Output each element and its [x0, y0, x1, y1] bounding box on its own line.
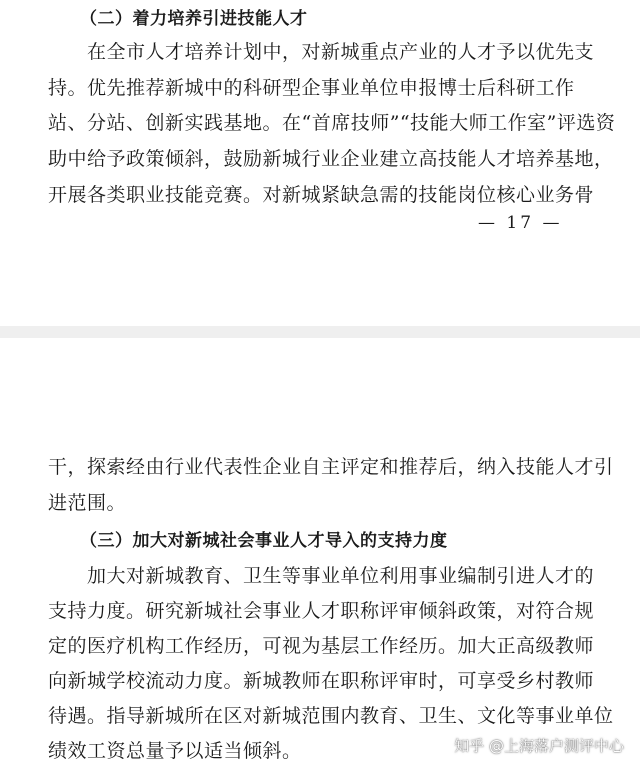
- paragraph-line: 开展各类职业技能竞赛。对新城紧缺急需的技能岗位核心业务骨: [48, 184, 595, 206]
- paragraph-line: 进范围。: [48, 492, 127, 514]
- document-page-17: [0, 0, 640, 326]
- document-page-18: [0, 338, 640, 772]
- section-heading-3: （三）加大对新城社会事业人才导入的支持力度: [80, 531, 448, 551]
- paragraph-line: 持。优先推荐新城中的科研型企事业单位申报博士后科研工作: [48, 77, 575, 99]
- paragraph-line: 待遇。指导新城所在区对新城范围内教育、卫生、文化等事业单位: [48, 705, 614, 727]
- paragraph-line: 加大对新城教育、卫生等事业单位利用事业编制引进人才的: [48, 565, 595, 587]
- paragraph-line: 助中给予政策倾斜，鼓励新城行业企业建立高技能人才培养基地，: [48, 148, 614, 170]
- page-number: — 17 —: [478, 213, 563, 233]
- paragraph-line: 在全市人才培养计划中，对新城重点产业的人才予以优先支: [48, 41, 595, 63]
- paragraph-line: 干，探索经由行业代表性企业自主评定和推荐后，纳入技能人才引: [48, 456, 614, 478]
- section-heading-2: （二）着力培养引进技能人才: [80, 9, 308, 29]
- paragraph-line: 绩效工资总量予以适当倾斜。: [48, 740, 302, 762]
- paragraph-line: 定的医疗机构工作经历，可视为基层工作经历。加大正高级教师: [48, 635, 595, 657]
- paragraph-line: 站、分站、创新实践基地。在“首席技师”“技能大师工作室”评选资: [48, 112, 616, 134]
- paragraph-line: 支持力度。研究新城社会事业人才职称评审倾斜政策，对符合规: [48, 600, 595, 622]
- paragraph-line: 向新城学校流动力度。新城教师在职称评审时，可享受乡村教师: [48, 670, 595, 692]
- page-separator: [0, 326, 640, 338]
- zhihu-watermark: 知乎 @上海落户测评中心: [454, 737, 624, 755]
